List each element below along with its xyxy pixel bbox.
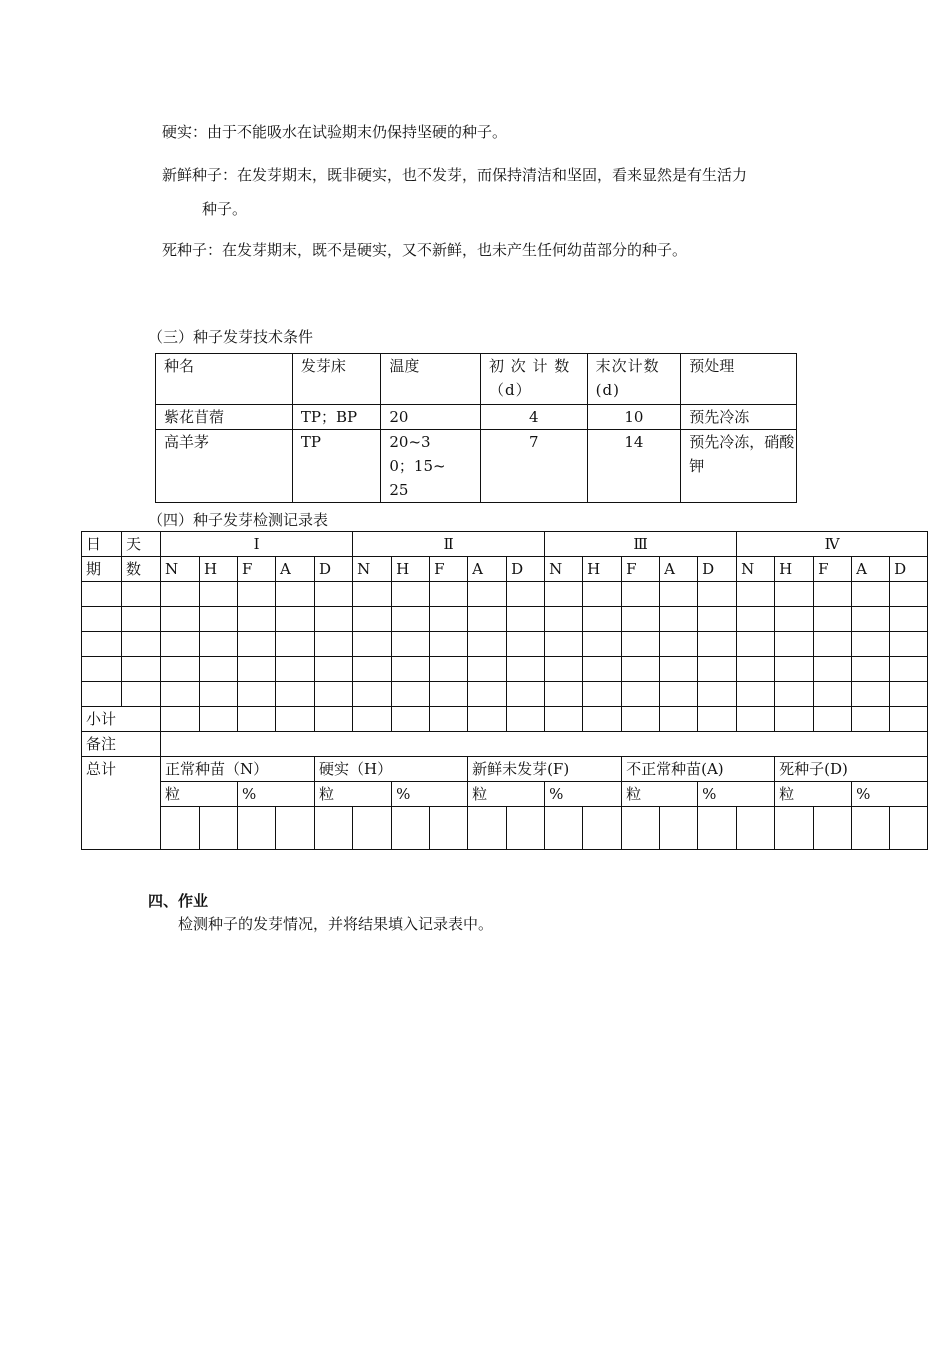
record-cell [852, 657, 890, 682]
unit-percent: % [392, 782, 468, 807]
record-cell [315, 682, 353, 707]
record-cell [353, 682, 392, 707]
record-cell [507, 582, 545, 607]
record-cell [238, 632, 276, 657]
record-cell [660, 607, 698, 632]
record-cell [583, 607, 622, 632]
record-cell [200, 607, 238, 632]
header-subcol: N [737, 557, 775, 582]
record-cell [200, 582, 238, 607]
record-cell [660, 657, 698, 682]
record-cell [82, 682, 122, 707]
record-cell [545, 607, 583, 632]
record-cell [698, 607, 737, 632]
record-cell [814, 632, 852, 657]
definition-fresh-seed: 新鲜种子：在发芽期末，既非硬实，也不发芽，而保持清洁和坚固，看来显然是有生活力 种子。 [162, 166, 748, 218]
record-cell [622, 807, 660, 850]
definition-dead-seed: 死种子：在发芽期末，既不是硬实，又不新鲜，也未产生任何幼苗部分的种子。 [162, 241, 688, 259]
subtotal-label: 小计 [82, 707, 161, 732]
record-cell [622, 657, 660, 682]
record-cell [200, 632, 238, 657]
record-cell [622, 582, 660, 607]
cell-first-count: 4 [481, 405, 588, 430]
record-cell [890, 807, 928, 850]
unit-percent: % [698, 782, 775, 807]
record-cell [315, 707, 353, 732]
cell-substrate: TP [292, 430, 381, 503]
record-cell [353, 657, 392, 682]
record-cell [545, 582, 583, 607]
record-cell [814, 682, 852, 707]
record-cell [890, 707, 928, 732]
record-cell [698, 707, 737, 732]
table-row [82, 582, 928, 607]
header-pretreatment: 预处理 [681, 354, 797, 405]
record-cell [276, 657, 315, 682]
record-cell [200, 657, 238, 682]
table-row [82, 632, 928, 657]
cell-substrate: TP；BP [292, 405, 381, 430]
cell-species: 高羊茅 [156, 430, 293, 503]
header-temperature: 温度 [381, 354, 481, 405]
cell-temperature: 20~30；15~25 [381, 430, 481, 503]
unit-grain: 粒 [775, 782, 852, 807]
record-cell [545, 657, 583, 682]
record-cell [814, 607, 852, 632]
unit-grain: 粒 [315, 782, 392, 807]
record-cell [545, 707, 583, 732]
record-cell [468, 582, 507, 607]
record-cell [890, 657, 928, 682]
record-cell [814, 657, 852, 682]
record-cell [276, 807, 315, 850]
record-cell [238, 807, 276, 850]
record-cell [775, 657, 814, 682]
header-subcol: H [392, 557, 430, 582]
record-cell [660, 582, 698, 607]
record-cell [315, 657, 353, 682]
record-cell [200, 682, 238, 707]
record-cell [852, 807, 890, 850]
record-cell [392, 582, 430, 607]
header-subcol: D [890, 557, 928, 582]
record-cell [890, 632, 928, 657]
total-row [82, 757, 928, 782]
header-first-count: 初 次 计 数（d） [481, 354, 588, 405]
remark-label: 备注 [82, 732, 161, 757]
record-cell [507, 607, 545, 632]
total-category: 新鲜未发芽(F) [468, 757, 622, 782]
record-cell [200, 707, 238, 732]
header-date: 日 [82, 532, 122, 557]
header-subcol: A [468, 557, 507, 582]
unit-grain: 粒 [468, 782, 545, 807]
record-cell [583, 707, 622, 732]
table-row [82, 682, 928, 707]
record-cell [775, 607, 814, 632]
record-cell [353, 807, 392, 850]
record-cell [82, 582, 122, 607]
remark-cell [161, 732, 928, 757]
header-subcol: H [200, 557, 238, 582]
header-subcol: D [315, 557, 353, 582]
record-cell [430, 682, 468, 707]
record-cell [122, 682, 161, 707]
total-category: 硬实（H） [315, 757, 468, 782]
record-cell [622, 707, 660, 732]
record-cell [315, 582, 353, 607]
cell-temperature: 20 [381, 405, 481, 430]
record-cell [698, 657, 737, 682]
record-cell [161, 582, 200, 607]
record-cell [430, 632, 468, 657]
unit-grain: 粒 [161, 782, 238, 807]
header-substrate: 发芽床 [292, 354, 381, 405]
record-cell [507, 632, 545, 657]
record-cell [852, 582, 890, 607]
table-row [82, 657, 928, 682]
record-cell [622, 607, 660, 632]
header-subcol: A [660, 557, 698, 582]
record-cell [122, 632, 161, 657]
cell-pretreatment: 预先冷冻，硝酸钾 [681, 430, 797, 503]
record-cell [814, 707, 852, 732]
section4-title: （四）种子发芽检测记录表 [148, 511, 329, 529]
table-row [156, 405, 797, 430]
record-cell [392, 682, 430, 707]
header-subcol: F [814, 557, 852, 582]
record-cell [238, 657, 276, 682]
header-subcol: F [430, 557, 468, 582]
record-cell [430, 807, 468, 850]
record-cell [737, 807, 775, 850]
total-unit-row [82, 782, 928, 807]
cell-final-count: 14 [587, 430, 681, 503]
record-cell [622, 682, 660, 707]
header-subcol: N [353, 557, 392, 582]
homework-title: 四、作业 [148, 892, 209, 910]
record-cell [698, 582, 737, 607]
record-cell [430, 707, 468, 732]
header-subcol: N [161, 557, 200, 582]
record-cell [852, 707, 890, 732]
record-cell [698, 807, 737, 850]
record-cell [698, 682, 737, 707]
total-category: 正常种苗（N） [161, 757, 315, 782]
cell-first-count: 7 [481, 430, 588, 503]
record-cell [276, 682, 315, 707]
record-cell [737, 582, 775, 607]
record-cell [122, 607, 161, 632]
record-cell [430, 582, 468, 607]
record-cell [583, 632, 622, 657]
unit-percent: % [852, 782, 928, 807]
record-cell [583, 657, 622, 682]
record-cell [238, 607, 276, 632]
table-row [156, 430, 797, 503]
header-species: 种名 [156, 354, 293, 405]
header-subcol: A [852, 557, 890, 582]
header-subcol: F [622, 557, 660, 582]
record-cell [814, 582, 852, 607]
section3-title: （三）种子发芽技术条件 [148, 328, 314, 346]
record-cell [507, 807, 545, 850]
total-category: 死种子(D) [775, 757, 928, 782]
header-final-count: 末次计数(d) [587, 354, 681, 405]
unit-grain: 粒 [622, 782, 698, 807]
record-cell [852, 682, 890, 707]
cell-pretreatment: 预先冷冻 [681, 405, 797, 430]
record-cell [814, 807, 852, 850]
unit-percent: % [545, 782, 622, 807]
record-cell [775, 632, 814, 657]
record-cell [775, 707, 814, 732]
record-cell [392, 607, 430, 632]
record-cell [468, 682, 507, 707]
record-cell [775, 807, 814, 850]
record-cell [660, 807, 698, 850]
record-cell [737, 657, 775, 682]
record-cell [660, 682, 698, 707]
record-cell [276, 632, 315, 657]
record-cell [775, 682, 814, 707]
record-cell [122, 582, 161, 607]
record-cell [315, 807, 353, 850]
unit-percent: % [238, 782, 315, 807]
record-cell [161, 632, 200, 657]
record-cell [122, 657, 161, 682]
record-cell [545, 807, 583, 850]
subtotal-row [82, 707, 928, 732]
record-cell [660, 707, 698, 732]
record-cell [82, 607, 122, 632]
record-cell [82, 657, 122, 682]
table-row [82, 607, 928, 632]
record-cell [315, 607, 353, 632]
header-days: 天 [122, 532, 161, 557]
record-cell [353, 582, 392, 607]
header-subcol: H [583, 557, 622, 582]
record-cell [315, 632, 353, 657]
record-cell [161, 607, 200, 632]
record-cell [468, 607, 507, 632]
record-cell [238, 682, 276, 707]
record-cell [468, 807, 507, 850]
record-subheader-row [82, 557, 928, 582]
header-replicate: Ⅳ [737, 532, 928, 557]
record-cell [737, 707, 775, 732]
record-cell [507, 707, 545, 732]
record-cell [583, 807, 622, 850]
record-cell [890, 682, 928, 707]
record-cell [852, 607, 890, 632]
cell-final-count: 10 [587, 405, 681, 430]
record-cell [660, 632, 698, 657]
total-category: 不正常种苗(A) [622, 757, 775, 782]
record-cell [737, 632, 775, 657]
record-cell [468, 657, 507, 682]
record-cell [392, 657, 430, 682]
record-cell [890, 607, 928, 632]
record-cell [238, 707, 276, 732]
record-cell [161, 682, 200, 707]
cell-species: 紫花苜蓿 [156, 405, 293, 430]
record-cell [583, 582, 622, 607]
definition-hard-seed: 硬实：由于不能吸水在试验期末仍保持坚硬的种子。 [162, 123, 508, 141]
record-cell [276, 607, 315, 632]
header-days: 数 [122, 557, 161, 582]
record-cell [430, 607, 468, 632]
record-cell [276, 582, 315, 607]
record-cell [392, 807, 430, 850]
record-cell [353, 707, 392, 732]
record-cell [392, 632, 430, 657]
record-cell [583, 682, 622, 707]
germination-conditions-table [155, 353, 797, 503]
header-date: 期 [82, 557, 122, 582]
record-cell [737, 682, 775, 707]
record-cell [545, 632, 583, 657]
header-replicate: Ⅱ [353, 532, 545, 557]
record-cell [545, 682, 583, 707]
total-label: 总计 [82, 757, 161, 850]
header-subcol: D [507, 557, 545, 582]
record-cell [698, 632, 737, 657]
record-cell [161, 807, 200, 850]
header-subcol: N [545, 557, 583, 582]
header-replicate: Ⅰ [161, 532, 353, 557]
header-subcol: F [238, 557, 276, 582]
record-cell [161, 657, 200, 682]
record-cell [200, 807, 238, 850]
header-subcol: D [698, 557, 737, 582]
record-header-row [82, 532, 928, 557]
record-cell [775, 582, 814, 607]
record-cell [276, 707, 315, 732]
record-cell [468, 632, 507, 657]
header-subcol: H [775, 557, 814, 582]
record-cell [238, 582, 276, 607]
header-replicate: Ⅲ [545, 532, 737, 557]
record-cell [353, 607, 392, 632]
record-cell [353, 632, 392, 657]
record-cell [161, 707, 200, 732]
record-cell [622, 632, 660, 657]
total-value-row [82, 807, 928, 850]
record-cell [737, 607, 775, 632]
record-cell [852, 632, 890, 657]
record-cell [430, 657, 468, 682]
record-cell [507, 657, 545, 682]
header-subcol: A [276, 557, 315, 582]
record-cell [392, 707, 430, 732]
record-cell [82, 632, 122, 657]
table-header-row [156, 354, 797, 405]
homework-text: 检测种子的发芽情况，并将结果填入记录表中。 [178, 915, 494, 933]
record-cell [507, 682, 545, 707]
record-cell [890, 582, 928, 607]
germination-record-table [81, 531, 928, 850]
remark-row [82, 732, 928, 757]
record-cell [468, 707, 507, 732]
